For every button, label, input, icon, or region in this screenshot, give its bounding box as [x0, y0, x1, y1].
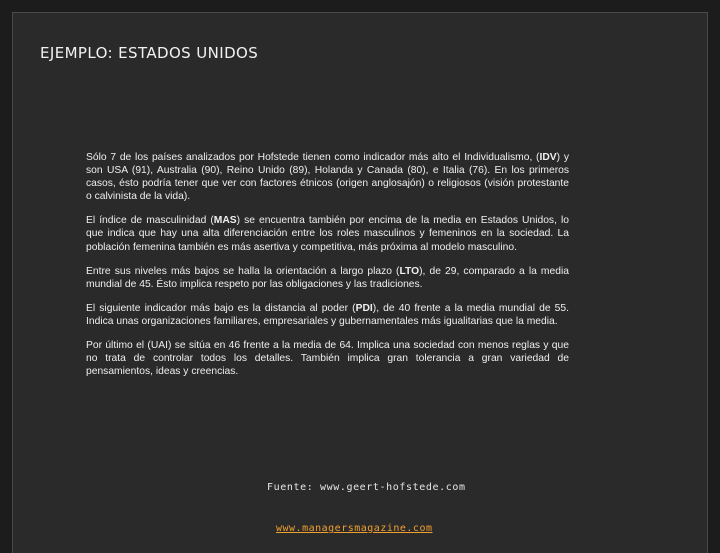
slide-body [86, 151, 569, 389]
paragraph-pdi: El siguiente indicador más bajo es la distancia al poder (PDI), de 40 frente a la media mundial de 55. Indica unas organizaciones familiares, empresariales y gubernamentales más igualitarias que la media. [86, 302, 569, 327]
managersmagazine-link[interactable]: www.managersmagazine.com [276, 523, 433, 534]
paragraph-idv: Sólo 7 de los países analizados por Hofstede tienen como indicador más alto el Individualismo, (IDV) y son USA (91), Australia (90), Reino Unido (89), Holanda y Canada (80), e Italia (76). En los primeros casos, ésto podría tener que ver con factores étnicos (origen anglosajón) o religiosos (visión protestante o calvinista de la vida). [86, 152, 569, 203]
paragraph-lto: Entre sus niveles más bajos se halla la orientación a largo plazo (LTO), de 29, comparado a la media mundial de 45. Ésto implica respeto por las obligaciones y las tradiciones. [86, 265, 569, 290]
paragraph-mas: El índice de masculinidad (MAS) se encuentra también por encima de la media en Estados Unidos, lo que indica que hay una alta diferenciación entre los roles masculinos y femeninos en la sociedad. La población femenina también es más asertiva y competitiva, más próxima al modelo masculino. [86, 215, 569, 253]
source-credit: Fuente: www.geert-hofstede.com [267, 482, 466, 493]
paragraph-uai: Por último el (UAI) se sitúa en 46 frente a la media de 64. Implica una sociedad con menos reglas y que no trata de controlar todos los detalles. También implica gran tolerancia a gran variedad de pensamientos, ideas y creencias. [86, 340, 569, 378]
slide-title: EJEMPLO: ESTADOS UNIDOS [40, 44, 259, 62]
